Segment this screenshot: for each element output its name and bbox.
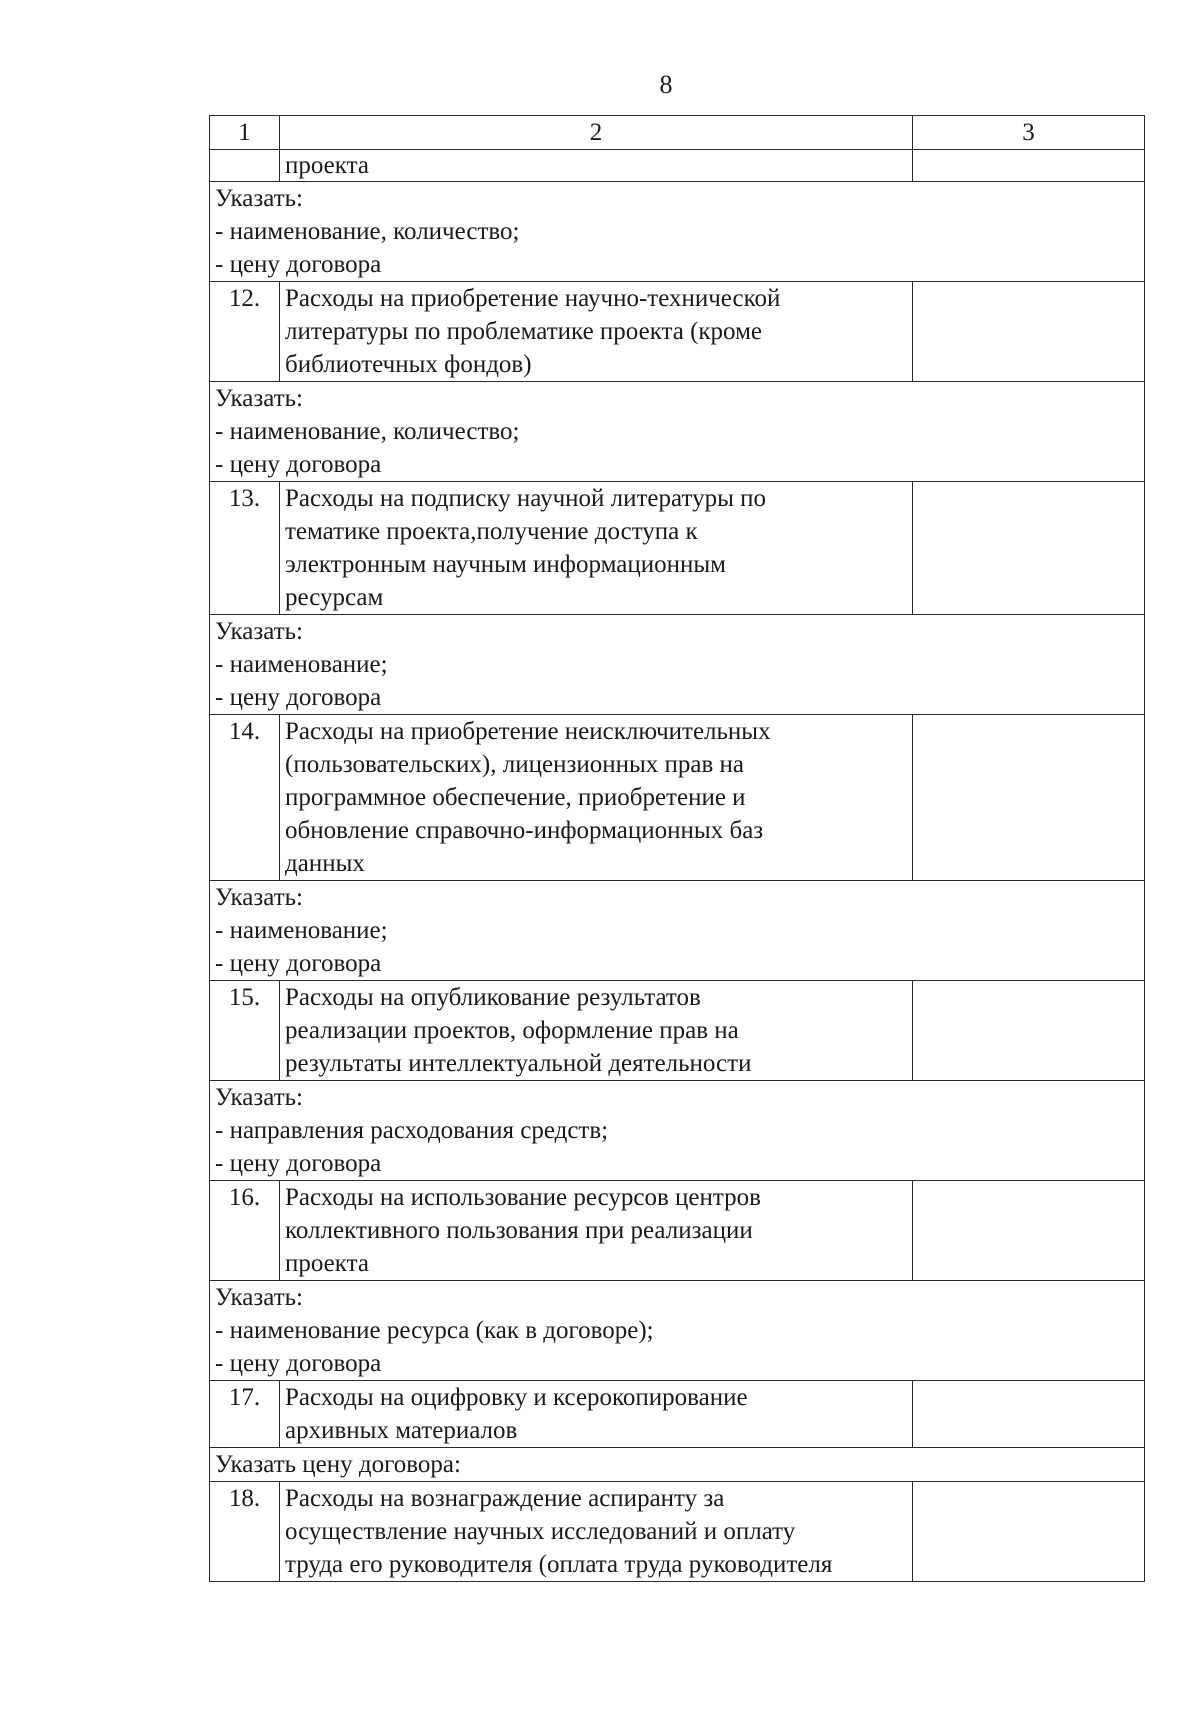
row-amount-cell (913, 282, 1145, 382)
note-row (210, 382, 1145, 482)
continuation-description: проекта (280, 150, 913, 182)
description-line: Расходы на вознаграждение аспиранту за (285, 1485, 725, 1512)
description-line: коллективного пользования при реализации (285, 1217, 753, 1244)
note-line: Указать: (215, 884, 303, 911)
note-cell (210, 1281, 1145, 1381)
description-line: результаты интеллектуальной деятельности (285, 1050, 752, 1077)
note-cell (210, 881, 1145, 981)
note-line: Указать: (215, 385, 303, 412)
description-line: электронным научным информационным (285, 551, 727, 578)
description-line: данных (285, 850, 365, 877)
row-amount-cell (913, 715, 1145, 881)
table-row (210, 482, 1145, 615)
note-cell (210, 615, 1145, 715)
budget-table (209, 115, 1145, 1582)
note-row (210, 1281, 1145, 1381)
table-row (210, 981, 1145, 1081)
table-header-row (210, 116, 1145, 150)
continuation-amount-cell (913, 150, 1145, 182)
description-line: Расходы на опубликование результатов (285, 984, 701, 1011)
row-description (280, 1482, 913, 1582)
description-line: Расходы на приобретение неисключительных (285, 718, 771, 745)
row-number: 16. (210, 1181, 280, 1281)
row-description (280, 981, 913, 1081)
description-line: реализации проектов, оформление прав на (285, 1017, 739, 1044)
row-description (280, 282, 913, 382)
row-description (280, 1181, 913, 1281)
description-line: литературы по проблематике проекта (кроме (285, 318, 763, 345)
note-row (210, 1081, 1145, 1181)
note-line: - направления расходования средств; (215, 1117, 609, 1144)
row-amount-cell (913, 482, 1145, 615)
description-line: осуществление научных исследований и оплату (285, 1518, 796, 1545)
note-line: Указать: (215, 1284, 303, 1311)
note-line: - цену договора (215, 684, 382, 711)
table-row (210, 1181, 1145, 1281)
description-line: ресурсам (285, 584, 384, 611)
row-number: 15. (210, 981, 280, 1081)
row-number: 18. (210, 1482, 280, 1582)
description-line: архивных материалов (285, 1417, 518, 1444)
description-line: обновление справочно-информационных баз (285, 817, 764, 844)
continuation-row (210, 150, 1145, 182)
row-number: 13. (210, 482, 280, 615)
row-number: 12. (210, 282, 280, 382)
note-row (210, 182, 1145, 282)
row-number: 17. (210, 1381, 280, 1448)
note-row (210, 881, 1145, 981)
row-description (280, 1381, 913, 1448)
note-line: - наименование; (215, 917, 388, 944)
row-amount-cell (913, 1381, 1145, 1448)
note-line: - наименование; (215, 651, 388, 678)
description-line: библиотечных фондов) (285, 351, 532, 378)
note-line: - цену договора (215, 451, 382, 478)
note-line: - цену договора (215, 1350, 382, 1377)
description-line: проекта (285, 1250, 369, 1277)
row-amount-cell (913, 1482, 1145, 1582)
note-line: - цену договора (215, 251, 382, 278)
page-number: 8 (659, 70, 673, 99)
note-line: Указать цену договора: (215, 1451, 461, 1478)
description-line: Расходы на использование ресурсов центров (285, 1184, 761, 1211)
note-cell (210, 1448, 1145, 1482)
description-line: тематике проекта,получение доступа к (285, 518, 698, 545)
row-amount-cell (913, 981, 1145, 1081)
note-row (210, 615, 1145, 715)
note-cell (210, 382, 1145, 482)
row-description (280, 715, 913, 881)
header-col-1: 1 (210, 116, 280, 150)
note-cell (210, 182, 1145, 282)
table-row (210, 715, 1145, 881)
note-line: - наименование ресурса (как в договоре); (215, 1317, 654, 1344)
table-row (210, 1482, 1145, 1582)
description-line: программное обеспечение, приобретение и (285, 784, 746, 811)
note-line: Указать: (215, 618, 303, 645)
header-col-3: 3 (913, 116, 1145, 150)
header-col-2: 2 (280, 116, 913, 150)
note-line: - цену договора (215, 1150, 382, 1177)
note-row (210, 1448, 1145, 1482)
row-description (280, 482, 913, 615)
table-row (210, 1381, 1145, 1448)
row-amount-cell (913, 1181, 1145, 1281)
row-number: 14. (210, 715, 280, 881)
description-line: Расходы на оцифровку и ксерокопирование (285, 1384, 748, 1411)
description-line: (пользовательских), лицензионных прав на (285, 751, 745, 778)
note-line: - наименование, количество; (215, 218, 520, 245)
description-line: Расходы на подписку научной литературы по (285, 485, 766, 512)
description-line: Расходы на приобретение научно-технической (285, 285, 781, 312)
note-line: Указать: (215, 185, 303, 212)
description-line: труда его руководителя (оплата труда руководителя (285, 1551, 833, 1578)
note-cell (210, 1081, 1145, 1181)
note-line: - наименование, количество; (215, 418, 520, 445)
continuation-number-cell (210, 150, 280, 182)
table-row (210, 282, 1145, 382)
note-line: - цену договора (215, 950, 382, 977)
note-line: Указать: (215, 1084, 303, 1111)
